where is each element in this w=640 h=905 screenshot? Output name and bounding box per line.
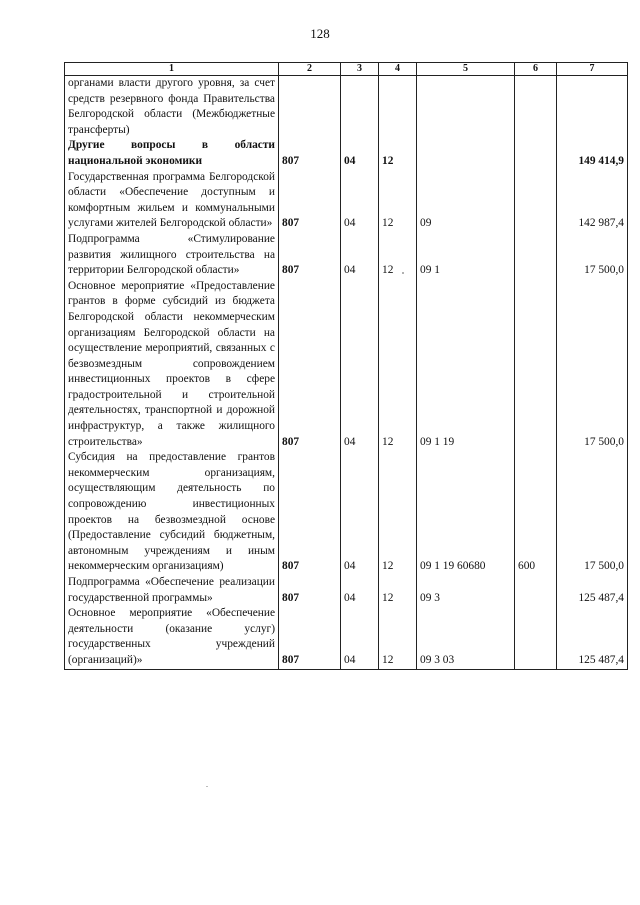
row-subsection: 12 (379, 138, 417, 169)
row-target-article (417, 76, 515, 139)
row-expense-type: 600 (515, 450, 557, 575)
row-target-article: 09 3 03 (417, 606, 515, 669)
row-sum: 17 500,0 (557, 232, 628, 279)
row-sum: 125 487,4 (557, 575, 628, 606)
row-section: 04 (341, 138, 379, 169)
row-expense-type (515, 279, 557, 451)
row-expense-type (515, 76, 557, 139)
row-target-article: 09 1 (417, 232, 515, 279)
column-header-2: 2 (279, 63, 341, 76)
table-row (65, 450, 628, 575)
row-grbs: 807 (279, 575, 341, 606)
row-target-article (417, 138, 515, 169)
row-grbs: 807 (279, 138, 341, 169)
table-row (65, 170, 628, 232)
row-grbs: 807 (279, 232, 341, 279)
column-header-6: 6 (515, 63, 557, 76)
row-section: 04 (341, 279, 379, 451)
row-expense-type (515, 606, 557, 669)
row-name: Подпрограмма «Стимулирование развития жилищного строительства на территории Белгородской области» (65, 232, 279, 279)
row-target-article: 09 3 (417, 575, 515, 606)
row-name: Основное мероприятие «Обеспечение деятельности (оказание услуг) государственных учреждений (организаций)» (65, 606, 279, 669)
row-expense-type (515, 575, 557, 606)
row-grbs: 807 (279, 450, 341, 575)
column-header-1: 1 (65, 63, 279, 76)
table-header-row (65, 63, 628, 76)
scan-speck (402, 272, 404, 274)
row-name: Субсидия на предоставление грантов некоммерческим организациям, осуществляющим деятельность по сопровождению инвестиционных проектов на безвозмездной основе (Предоставление субсидий бюджетным, автономным учреждениям и иным некоммерческим организациям) (65, 450, 279, 575)
row-expense-type (515, 138, 557, 169)
column-header-4: 4 (379, 63, 417, 76)
row-sum: 17 500,0 (557, 450, 628, 575)
row-subsection: 12 (379, 606, 417, 669)
row-target-article: 09 1 19 (417, 279, 515, 451)
row-grbs: 807 (279, 170, 341, 232)
budget-table (64, 62, 628, 670)
row-expense-type (515, 170, 557, 232)
table-row (65, 606, 628, 669)
row-subsection: 12 (379, 279, 417, 451)
table-row (65, 138, 628, 169)
scan-speck (206, 786, 208, 787)
row-subsection: 12 (379, 232, 417, 279)
table-row (65, 76, 628, 139)
column-header-5: 5 (417, 63, 515, 76)
row-target-article: 09 (417, 170, 515, 232)
row-subsection: 12 (379, 450, 417, 575)
row-sum: 125 487,4 (557, 606, 628, 669)
table-row (65, 575, 628, 606)
row-sum: 17 500,0 (557, 279, 628, 451)
row-name: Государственная программа Белгородской области «Обеспечение доступным и комфортным жильем и коммунальными услугами жителей Белгородской области» (65, 170, 279, 232)
row-section (341, 76, 379, 139)
row-expense-type (515, 232, 557, 279)
table-row (65, 279, 628, 451)
row-name: Подпрограмма «Обеспечение реализации государственной программы» (65, 575, 279, 606)
row-name: Основное мероприятие «Предоставление грантов в форме субсидий из бюджета Белгородской области некоммерческим организациям Белгородской области на осуществление мероприятий, связанных с безвозмездным сопровождением инвестиционных проектов в сфере градостроительной и строительной деятельностях, транспортной и дорожной инфраструктур, а также жилищного строительства» (65, 279, 279, 451)
row-subsection (379, 76, 417, 139)
row-section: 04 (341, 232, 379, 279)
row-name: Другие вопросы в области национальной экономики (65, 138, 279, 169)
row-grbs: 807 (279, 279, 341, 451)
row-subsection: 12 (379, 170, 417, 232)
row-section: 04 (341, 606, 379, 669)
row-section: 04 (341, 450, 379, 575)
column-header-7: 7 (557, 63, 628, 76)
page-number: 128 (310, 26, 330, 41)
row-target-article: 09 1 19 60680 (417, 450, 515, 575)
table-row (65, 232, 628, 279)
row-grbs: 807 (279, 606, 341, 669)
row-subsection: 12 (379, 575, 417, 606)
row-section: 04 (341, 170, 379, 232)
column-header-3: 3 (341, 63, 379, 76)
row-grbs (279, 76, 341, 139)
row-name: органами власти другого уровня, за счет средств резервного фонда Правительства Белгородской области (Межбюджетные трансферты) (65, 76, 279, 139)
row-sum: 149 414,9 (557, 138, 628, 169)
row-sum: 142 987,4 (557, 170, 628, 232)
row-section: 04 (341, 575, 379, 606)
row-sum (557, 76, 628, 139)
